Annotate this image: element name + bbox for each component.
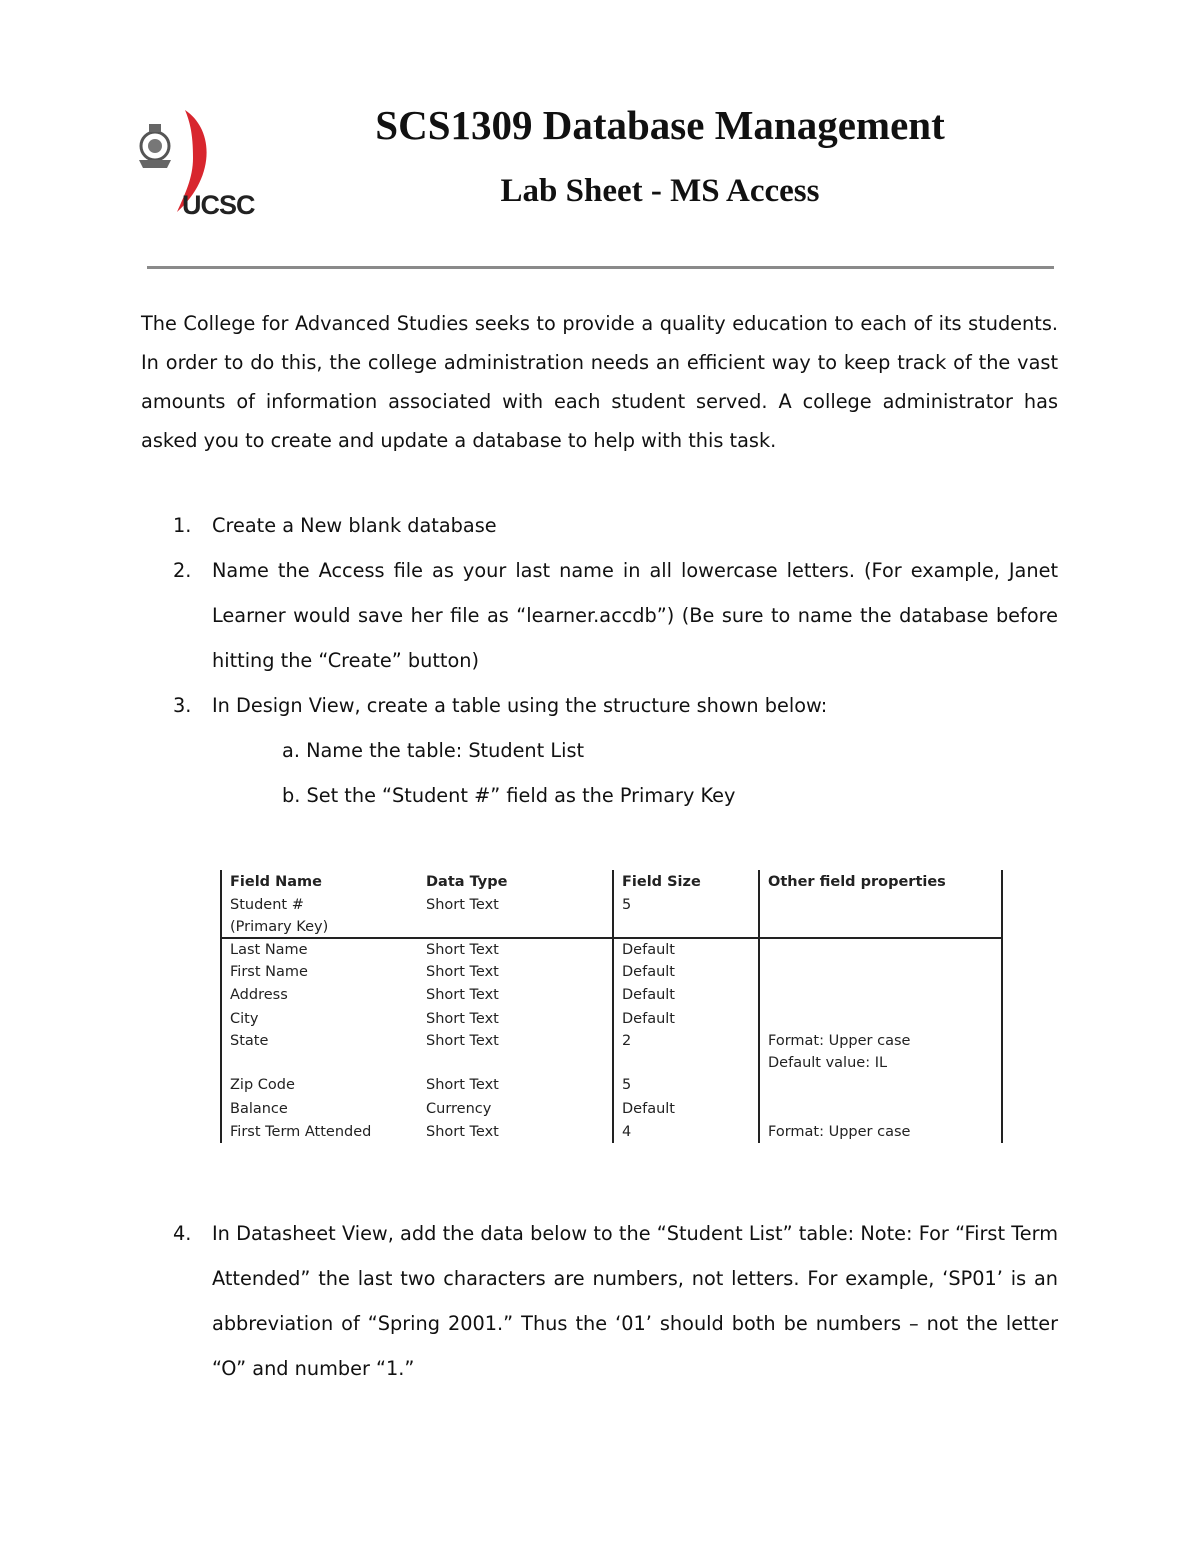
list-item (141, 503, 1058, 548)
table-cell: Short Text (426, 1011, 499, 1027)
header-divider (147, 266, 1054, 269)
table-cell: Short Text (426, 1077, 499, 1093)
list-item (141, 1211, 1058, 1391)
table-cell: Default (622, 1011, 675, 1027)
table-cell: Short Text (426, 964, 499, 980)
column-header: Field Size (622, 874, 701, 890)
table-cell: Short Text (426, 1124, 499, 1140)
step-text: In Datasheet View, add the data below to the “Student List” table: Note: For “First Term Attended” the last two characters are numbers, not letters. For example, ‘SP01’ is an abbreviation of “Spring 2001.” Thus the ‘01’ should both be numbers – not the letter “O” and number “1.” (212, 1222, 1058, 1380)
table-cell: Short Text (426, 942, 499, 958)
step-number: 1. (173, 514, 192, 537)
table-border (758, 870, 760, 1143)
step-number: 2. (173, 559, 192, 582)
list-item (141, 683, 1058, 728)
table-cell: Student # (230, 897, 304, 913)
table-cell: Short Text (426, 1033, 499, 1049)
column-header: Data Type (426, 874, 508, 890)
step-text: Create a New blank database (212, 514, 497, 537)
step-number: 4. (173, 1222, 192, 1245)
table-cell: First Term Attended (230, 1124, 372, 1140)
table-cell: Format: Upper case (768, 1033, 911, 1049)
step-text: Name the Access file as your last name in all lowercase letters. (For example, Janet Learner would save her file as “learner.accdb”) (Be sure to name the database before hitting the “Create” button) (212, 559, 1058, 672)
table-cell: City (230, 1011, 259, 1027)
table-border (612, 870, 614, 1143)
table-cell: Short Text (426, 897, 499, 913)
substep-item: a. Name the table: Student List (282, 739, 585, 762)
intro-paragraph: The College for Advanced Studies seeks to provide a quality education to each of its students. In order to do this, the college administration needs an efficient way to keep track of the vast amounts of information associated with each student served. A college administrator has asked you to create and update a database to help with this task. (141, 312, 1058, 452)
step-text: In Design View, create a table using the structure shown below: (212, 694, 828, 717)
document-title: SCS1309 Database Management (375, 102, 945, 148)
table-cell: 5 (622, 1077, 632, 1093)
list-item (141, 548, 1058, 683)
steps-list (141, 503, 1058, 818)
table-cell: Last Name (230, 942, 308, 958)
document-subtitle: Lab Sheet - MS Access (500, 173, 820, 209)
table-cell: State (230, 1033, 269, 1049)
ucsc-logo (133, 108, 253, 223)
table-cell: Default (622, 942, 675, 958)
table-cell: 2 (622, 1033, 632, 1049)
table-cell: Default (622, 1101, 675, 1117)
logo-wordmark: UCSC (182, 190, 255, 220)
table-cell: Currency (426, 1101, 492, 1117)
table-cell: 4 (622, 1124, 632, 1140)
table-cell: 5 (622, 897, 632, 913)
column-header: Other field properties (768, 874, 946, 890)
table-cell: (Primary Key) (230, 919, 329, 935)
column-header: Field Name (230, 874, 322, 890)
substep-item: b. Set the “Student #” field as the Primary Key (282, 784, 736, 807)
step-number: 3. (173, 694, 192, 717)
table-cell: Default value: IL (768, 1055, 888, 1071)
table-border (1001, 870, 1003, 1143)
table-cell: Default (622, 987, 675, 1003)
table-cell: Default (622, 964, 675, 980)
table-border (220, 870, 222, 1143)
table-header-divider (220, 937, 1003, 939)
table-cell: Address (230, 987, 288, 1003)
table-cell: First Name (230, 964, 308, 980)
table-cell: Format: Upper case (768, 1124, 911, 1140)
field-structure-table (220, 870, 1003, 1143)
table-cell: Zip Code (230, 1077, 295, 1093)
table-cell: Short Text (426, 987, 499, 1003)
table-cell: Balance (230, 1101, 288, 1117)
